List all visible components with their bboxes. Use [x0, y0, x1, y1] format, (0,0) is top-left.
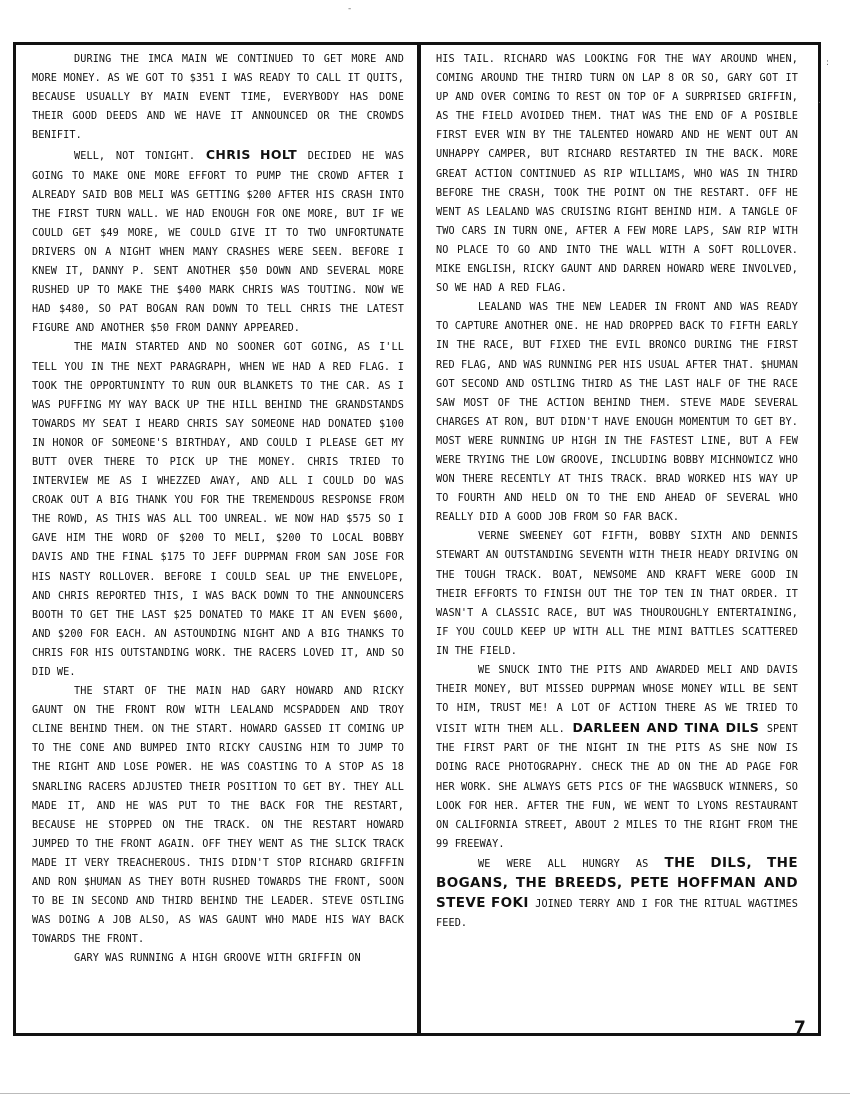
paragraph-text: THE MAIN STARTED AND NO SOONER GOT GOING, AS I'LL TELL YOU IN THE NEXT PARAGRAPH, WHEN WE HAD A RED FLAG. I TOOK THE OPPORTUNINTY TO RUN OUR BLANKETS TO THE CAR. AS I WAS PUFFING MY WAY BACK UP THE HILL BEHIND THE GRANDSTANDS TOWARDS MY SEAT I HEARD CHRIS SAY SOMEONE HAD DONATED $100 IN HONOR OF SOMEONE'S BIRTHDAY, AND COULD I PLEASE GET MY BUTT OVER THERE TO PICK UP THE MONEY. CHRIS TRIED TO INTERVIEW ME AS I WHEZZED AWAY, AND ALL I COULD DO WAS CROAK OUT A BIG THANK YOU FOR THE TREMENDOUS RESPONSE FROM THE ROWD, AS THIS WAS ALL TOO UNREAL. WE NOW HAD $575 SO I GAVE HIM THE WORD OF $200 TO MELI, $200 TO LOCAL BOBBY DAVIS AND THE FINAL $175 TO JEFF DUPPMAN FROM SAN JOSE FOR HIS NASTY ROLLOVER. BEFORE I COULD SEAL UP THE ENVELOPE, AND CHRIS REPORTED THIS, I WAS BACK DOWN TO THE ANNOUNCERS BOOTH TO GET THE LAST $25 DONATED TO MAKE IT AN EVEN $600, AND $200 FOR EACH. AN ASTOUNDING NIGHT AND A BIG THANKS TO CHRIS FOR HIS OUTSTANDING WORK. THE RACERS LOVED IT, AND SO DID WE.	[32, 342, 404, 678]
scan-speck: .	[818, 96, 821, 106]
paragraph-text: DECIDED HE WAS GOING TO MAKE ONE MORE EFFORT TO PUMP THE CROWD AFTER I ALREADY SAID BOB MELI WAS GETTING $200 AFTER HIS CRASH INTO THE FIRST TURN WALL. WE HAD ENOUGH FOR ONE MORE, BUT IF WE COULD GET $49 MORE, WE COULD GIVE IT TO TWO UNFORTUNATE DRIVERS ON A NIGHT WHEN MANY CRASHES WERE SEEN. BEFORE I KNEW IT, DANNY P. SENT ANOTHER $50 DOWN AND SEVERAL MORE RUSHED UP TO MAKE THE $400 MARK CHRIS WAS TOUTING. NOW WE HAD $480, SO PAT BOGAN RAN DOWN TO TELL CHRIS THE LATEST FIGURE AND ANOTHER $50 FROM DANNY APPEARED.	[32, 151, 404, 335]
paragraph-text: GARY WAS RUNNING A HIGH GROOVE WITH GRIFFIN ON	[74, 953, 361, 965]
page-number: 7	[794, 1018, 806, 1038]
highlighted-name: THE DILS, THE BOGANS, THE BREEDS, PETE HOFFMAN AND STEVE FOKI	[436, 854, 798, 912]
paragraph-text: HIS TAIL. RICHARD WAS LOOKING FOR THE WAY AROUND WHEN, COMING AROUND THE THIRD TURN ON LAP 8 OR SO, GARY GOT IT UP AND OVER COMING TO REST ON TOP OF A SURPRISED GRIFFIN, AS THE FIELD AVOIDED THEM. THAT WAS THE END OF A POSIBLE FIRST EVER WIN BY THE TALENTED HOWARD AND HE WENT OUT AN UNHAPPY CAMPER, BUT RICHARD RESTARTED IN THE BACK. MORE GREAT ACTION CONTINUED AS RIP WILLIAMS, WHO WAS IN THIRD BEFORE THE CRASH, TOOK THE POINT ON THE RESTART. OFF HE WENT AS LEALAND WAS CRUISING RIGHT BEHIND HIM. A TANGLE OF TWO CARS IN TURN ONE, AFTER A FEW MORE LAPS, SAW RIP WITH NO PLACE TO GO AND INTO THE WALL WITH A SOFT ROLLOVER. MIKE ENGLISH, RICKY GAUNT AND DARREN HOWARD WERE INVOLVED, SO WE HAD A RED FLAG.	[436, 54, 798, 295]
article-paragraph	[436, 527, 798, 661]
paragraph-text: VERNE SWEENEY GOT FIFTH, BOBBY SIXTH AND DENNIS STEWART AN OUTSTANDING SEVENTH WITH THEIR HEADY DRIVING ON THE TOUGH TRACK. BOAT, NEWSOME AND KRAFT WERE GOOD IN THEIR EFFORTS TO FINISH OUT THE TOP TEN IN THAT ORDER. IT WASN'T A CLASSIC RACE, BUT WAS THOUROUGHLY ENTERTAINING, IF YOU COULD KEEP UP WITH ALL THE MINI BATTLES SCATTERED IN THE FIELD.	[436, 531, 798, 657]
scan-edge-line	[0, 1093, 850, 1094]
article-paragraph	[436, 50, 798, 298]
article-paragraph	[436, 854, 798, 933]
paragraph-text: WE WERE ALL HUNGRY AS	[478, 858, 665, 870]
paragraph-text: LEALAND WAS THE NEW LEADER IN FRONT AND WAS READY TO CAPTURE ANOTHER ONE. HE HAD DROPPED BACK TO FIFTH EARLY IN THE RACE, BUT FIXED THE EVIL BRONCO DURING THE FIRST RED FLAG, AND WAS RUNNING PER HIS USUAL AFTER THAT. $HUMAN GOT SECOND AND OSTLING THIRD AS THE LAST HALF OF THE RACE SAW MOST OF THE ACTION BEHIND THEM. STEVE MADE SEVERAL CHARGES AT RON, BUT DIDN'T HAVE ENOUGH MOMENTUM TO GET BY. MOST WERE RUNNING UP HIGH IN THE FASTEST LINE, BUT A FEW WERE TRYING THE LOW GROOVE, INCLUDING BOBBY MICHNOWICZ WHO WON THERE RECENTLY AT THIS TRACK. BRAD WORKED HIS WAY UP TO FOURTH AND HELD ON TO THE END AHEAD OF SEVERAL WHO REALLY DID A GOOD JOB FROM SO FAR BACK.	[436, 302, 798, 524]
right-column	[436, 50, 798, 933]
article-paragraph	[32, 949, 404, 968]
highlighted-name: DARLEEN AND TINA DILS	[572, 720, 760, 736]
article-paragraph	[32, 145, 404, 338]
paragraph-text: JOINED TERRY AND I FOR THE RITUAL WAGTIMES FEED.	[436, 899, 798, 930]
left-column	[32, 50, 404, 969]
article-paragraph	[32, 338, 404, 682]
paragraph-text: WE SNUCK INTO THE PITS AND AWARDED MELI AND DAVIS THEIR MONEY, BUT MISSED DUPPMAN WHOSE MONEY WILL BE SENT TO HIM, TRUST ME! A LOT OF ACTION THERE AS WE TRIED TO VISIT WITH THEM ALL.	[436, 665, 798, 736]
paragraph-text: DURING THE IMCA MAIN WE CONTINUED TO GET MORE AND MORE MONEY. AS WE GOT TO $351 I WAS READY TO CALL IT QUITS, BECAUSE USUALLY BY MAIN EVENT TIME, EVERYBODY HAS DONE THEIR GOOD DEEDS AND WE HAVE IT ANNOUNCED OR THE CROWDS BENIFIT.	[32, 54, 404, 142]
article-paragraph	[436, 298, 798, 527]
highlighted-name: CHRIS HOLT	[205, 147, 298, 163]
paragraph-text: THE START OF THE MAIN HAD GARY HOWARD AND RICKY GAUNT ON THE FRONT ROW WITH LEALAND MCSPADDEN AND TROY CLINE BEHIND THEM. ON THE START. HOWARD GASSED IT COMING UP TO THE CONE AND BUMPED INTO RICKY CAUSING HIM TO JUMP TO THE RIGHT AND LOSE POWER. HE WAS COASTING TO A STOP AS 18 SNARLING RACERS ADJUSTED THEIR POSITION TO GET BY. THEY ALL MADE IT, AND HE WAS PUT TO THE BACK FOR THE RESTART, BECAUSE HE STOPPED ON THE TRACK. ON THE RESTART HOWARD JUMPED TO THE FRONT AGAIN. OFF THEY WENT AS THE SLICK TRACK MADE IT VERY TREACHEROUS. THIS DIDN'T STOP RICHARD GRIFFIN AND RON $HUMAN AS THEY BOTH RUSHED TOWARDS THE FRONT, SOON TO BE IN SECOND AND THIRD BEHIND THE LEADER. STEVE OSTLING WAS DOING A JOB ALSO, AS WAS GAUNT WHO MADE HIS WAY BACK TOWARDS THE FRONT.	[32, 686, 404, 946]
article-paragraph	[32, 50, 404, 145]
scan-speck: -	[348, 4, 352, 14]
scan-speck: :	[826, 58, 830, 68]
paragraph-text: SPENT THE FIRST PART OF THE NIGHT IN THE PITS AS SHE NOW IS DOING RACE PHOTOGRAPHY. CHECK THE AD ON THE AD PAGE FOR HER WORK. SHE ALWAYS GETS PICS OF THE WAGSBUCK WINNERS, SO LOOK FOR HER. AFTER THE FUN, WE WENT TO LYONS RESTAURANT ON CALIFORNIA STREET, ABOUT 2 MILES TO THE RIGHT FROM THE 99 FREEWAY.	[436, 724, 798, 850]
article-paragraph	[436, 661, 798, 854]
column-divider	[417, 42, 421, 1036]
article-paragraph	[32, 682, 404, 949]
paragraph-text: WELL, NOT TONIGHT.	[74, 151, 206, 163]
